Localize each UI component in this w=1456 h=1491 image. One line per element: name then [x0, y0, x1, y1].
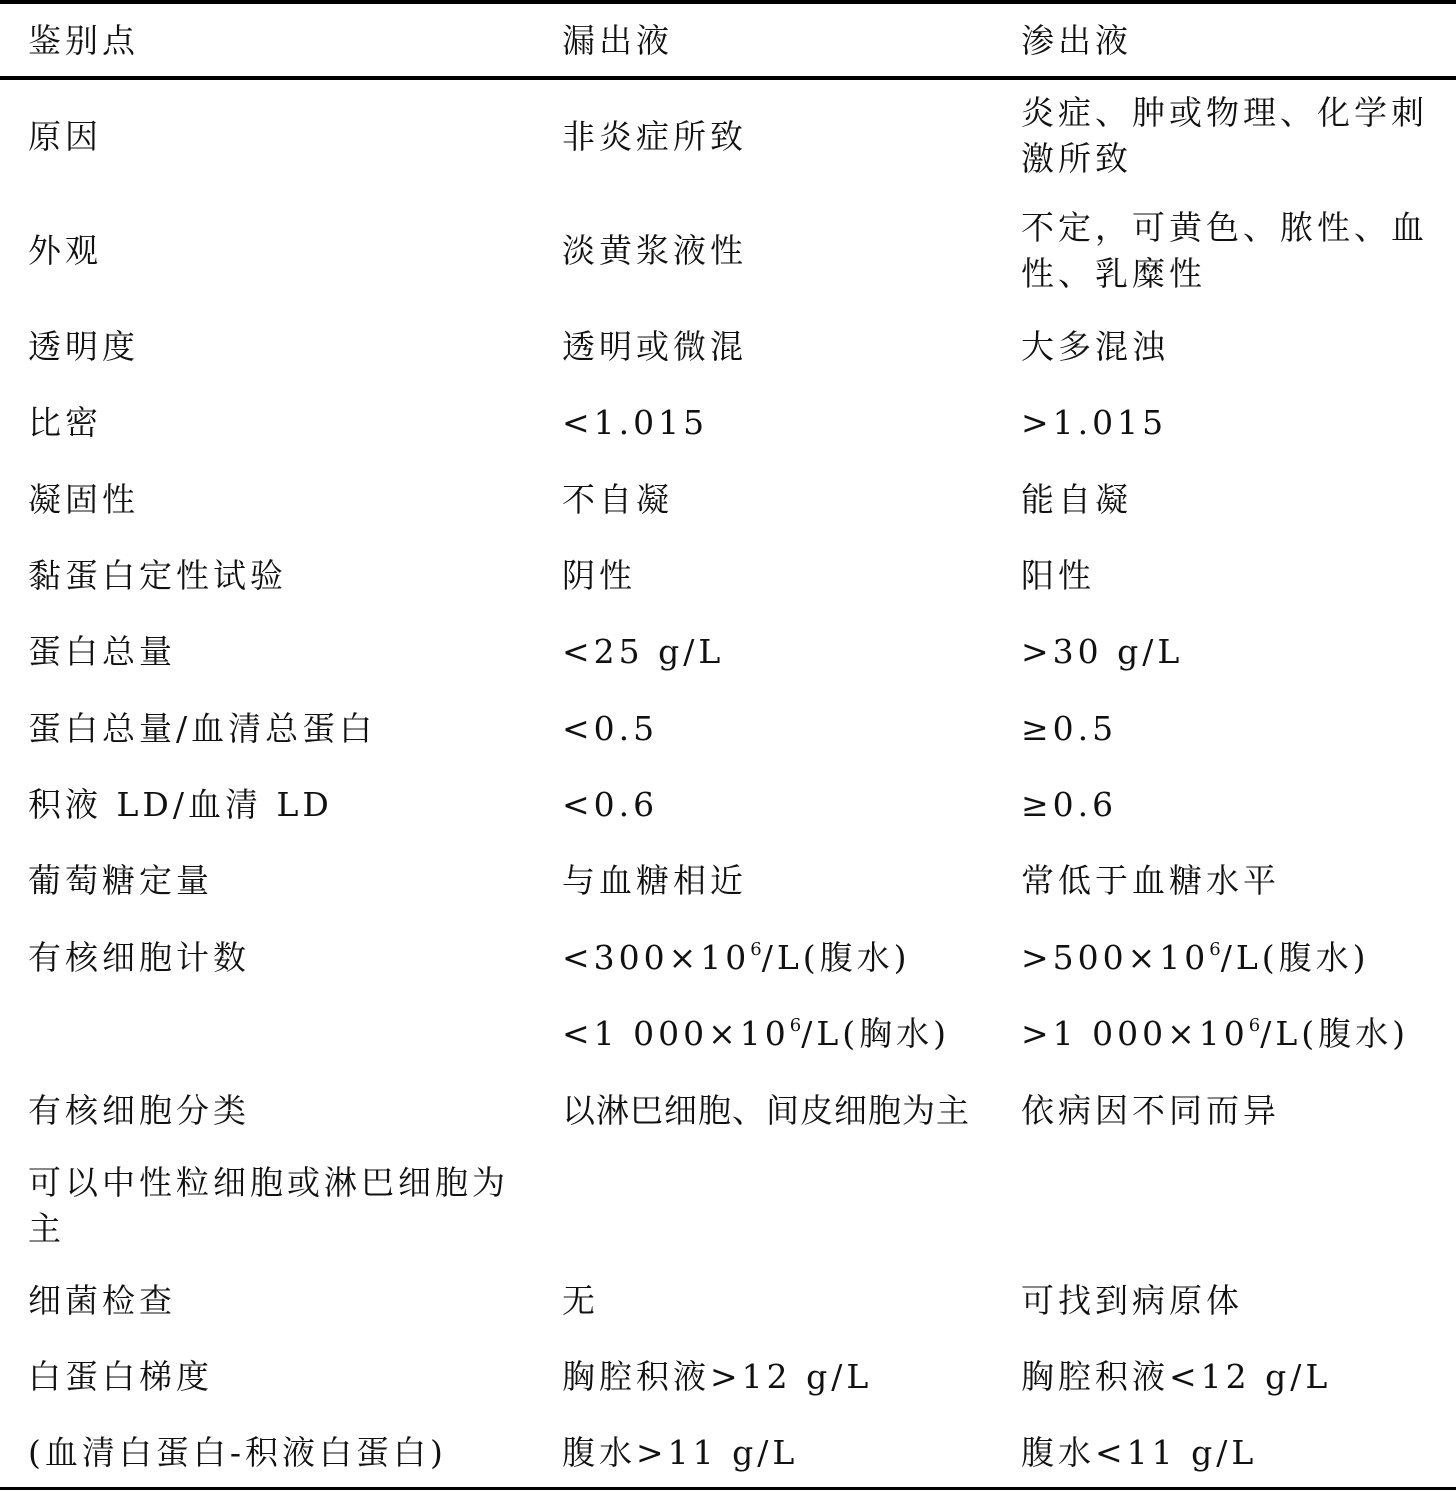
table-bottom-rule — [0, 1487, 1456, 1490]
header-col-exudate: 渗出液 — [1021, 21, 1132, 60]
row-point: (血清白蛋白-积液白蛋白) — [28, 1433, 447, 1472]
row-transudate: 不自凝 — [562, 480, 673, 519]
row-transudate: 无 — [562, 1281, 599, 1320]
row-transudate: <0.6 — [562, 785, 659, 824]
header-col-point: 鉴别点 — [28, 21, 139, 60]
row-point: 葡萄糖定量 — [28, 861, 213, 900]
row-point: 有核细胞计数 — [28, 938, 250, 977]
row-exudate — [1021, 1011, 1409, 1057]
row-exudate: 阳性 — [1021, 556, 1095, 595]
value-unit: /L(腹水) — [1260, 1014, 1409, 1053]
row-point: 原因 — [28, 117, 102, 156]
row-point: 可以中性粒细胞或淋巴细胞为主 — [28, 1163, 509, 1248]
row-point: 蛋白总量 — [28, 632, 176, 671]
row-exudate: 胸腔积液<12 g/L — [1021, 1357, 1332, 1396]
header-rule — [0, 76, 1456, 80]
value-unit: /L(胸水) — [801, 1014, 950, 1053]
value-unit: /L(腹水) — [1220, 938, 1370, 977]
row-point: 透明度 — [28, 327, 139, 366]
exponent: 6 — [1248, 1015, 1261, 1036]
row-point: 积液 LD/血清 LD — [28, 785, 333, 824]
row-transudate: 透明或微混 — [562, 327, 747, 366]
row-exudate: >30 g/L — [1021, 632, 1184, 671]
row-exudate: 依病因不同而异 — [1021, 1091, 1280, 1130]
row-transudate: <0.5 — [562, 709, 659, 748]
row-point: 细菌检查 — [28, 1281, 176, 1320]
row-transudate: 胸腔积液>12 g/L — [562, 1357, 873, 1396]
row-transudate — [562, 1011, 950, 1057]
row-point: 凝固性 — [28, 480, 139, 519]
value-text: >500×10 — [1021, 938, 1210, 977]
row-transudate: 淡黄浆液性 — [562, 231, 747, 270]
row-exudate: ≥0.5 — [1021, 709, 1118, 748]
row-exudate: 常低于血糖水平 — [1021, 861, 1280, 900]
row-transudate: 与血糖相近 — [562, 861, 747, 900]
exponent: 6 — [789, 1015, 802, 1036]
value-text: <300×10 — [562, 938, 751, 977]
row-exudate: 腹水<11 g/L — [1021, 1433, 1258, 1472]
row-exudate: 大多混浊 — [1021, 327, 1169, 366]
exponent: 6 — [750, 939, 762, 960]
row-point: 比密 — [28, 403, 102, 442]
row-exudate: >1.015 — [1021, 403, 1168, 442]
row-exudate: 不定，可黄色、脓性、血性、乳糜性 — [1021, 208, 1428, 293]
value-unit: /L(腹水) — [761, 938, 911, 977]
exponent: 6 — [1209, 939, 1221, 960]
row-exudate: 能自凝 — [1021, 480, 1132, 519]
row-point: 白蛋白梯度 — [28, 1357, 213, 1396]
row-transudate — [562, 935, 911, 981]
row-exudate — [1021, 935, 1370, 981]
row-exudate: ≥0.6 — [1021, 785, 1118, 824]
row-point: 蛋白总量/血清总蛋白 — [28, 709, 377, 748]
header-col-transudate: 漏出液 — [562, 21, 673, 60]
row-point: 黏蛋白定性试验 — [28, 556, 287, 595]
row-transudate: 阴性 — [562, 556, 636, 595]
value-text: <1 000×10 — [562, 1014, 790, 1053]
value-text: >1 000×10 — [1021, 1014, 1249, 1053]
row-exudate: 炎症、肿或物理、化学刺激所致 — [1021, 93, 1428, 178]
row-transudate: <1.015 — [562, 403, 709, 442]
row-exudate: 可找到病原体 — [1021, 1281, 1243, 1320]
row-transudate: 非炎症所致 — [562, 117, 747, 156]
row-point: 外观 — [28, 231, 102, 270]
row-transudate: 以淋巴细胞、间皮细胞为主 — [562, 1091, 970, 1130]
row-transudate: 腹水>11 g/L — [562, 1433, 799, 1472]
table-top-rule — [0, 0, 1456, 4]
row-point: 有核细胞分类 — [28, 1091, 250, 1130]
row-transudate: <25 g/L — [562, 632, 725, 671]
